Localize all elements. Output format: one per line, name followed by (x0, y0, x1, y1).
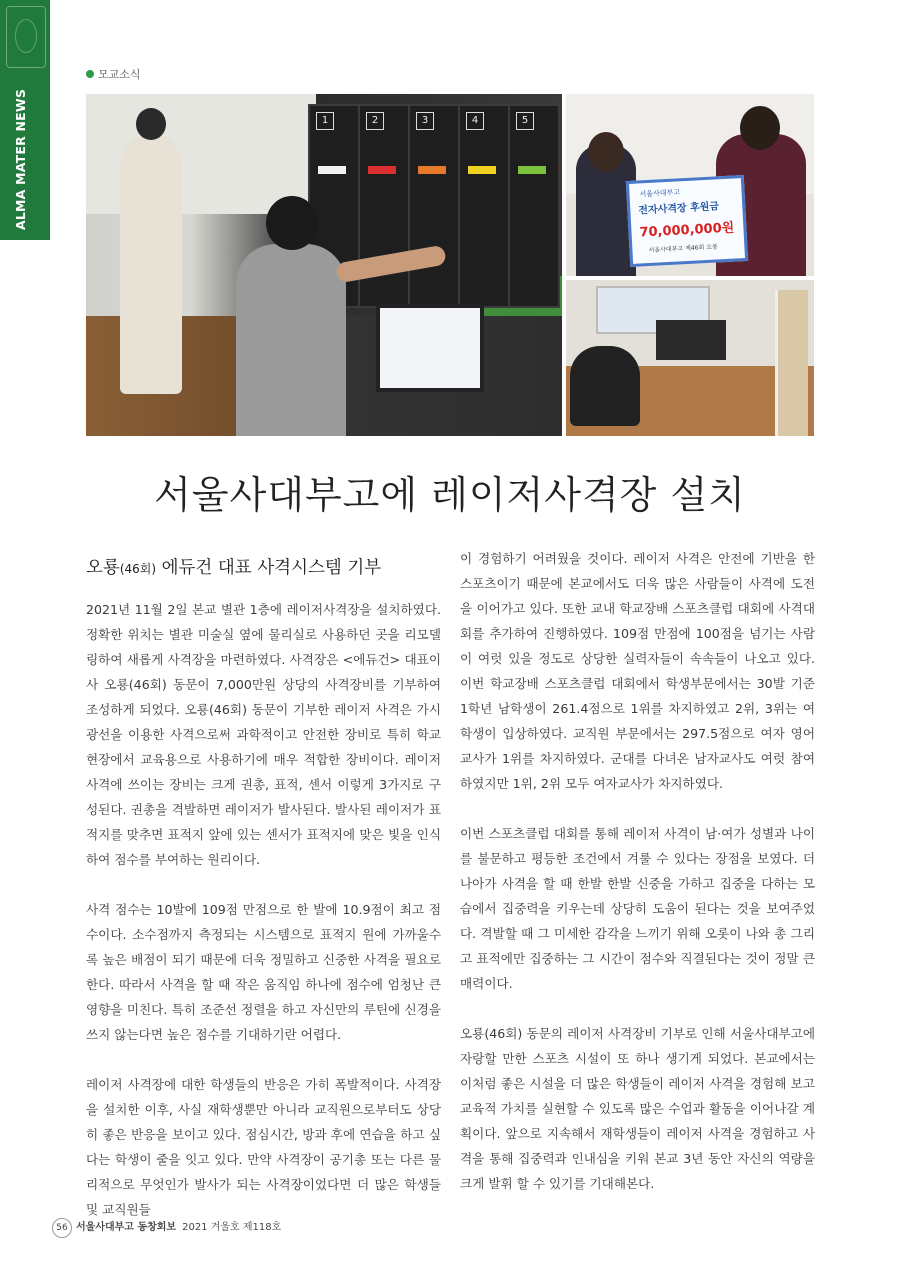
bullet-icon (86, 70, 94, 78)
paragraph: 이 경험하기 어려웠을 것이다. 레이저 사격은 안전에 기반을 한 스포츠이기 때문에 본교에서도 더욱 많은 사람들이 사격에 도전을 이어가고 있다. 또한 교내 학교장배 스포츠클럽 대회에 사격대회를 추가하여 진행하였다. 109점 만점에 100점을 넘기는 사람이 여럿 있을 정도로 상당한 실력자들이 속속들이 나오고 있다. 이번 학교장배 스포츠클럽 대회에서 학생부문에서는 30발 기준 1학년 남학생이 261.4점으로 1위를 차지하였고 2위, 3위는 여학생이 입상하였다. 교직원 부문에서는 297.5점으로 여자 영어교사가 1위를 차지하였다. 군대를 다녀온 남자교사도 여럿 참여하였지만 1위, 2위 모두 여자교사가 차지하였다. (460, 551, 815, 791)
shooting-range-photo (86, 94, 562, 436)
paragraph: 이번 스포츠클럽 대회를 통해 레이저 사격이 남·여가 성별과 나이를 불문하고 평등한 조건에서 겨룰 수 있다는 장점을 보였다. 더 나아가 사격을 할 때 한발 한발 신중을 가하고 집중을 다하는 모습에서 집중력을 키우는데 상당히 도움이 된다는 것을 보여주었다. 격발할 때 그 미세한 감각을 느끼기 위해 오롯이 나와 총 그리고 표적에만 집중하는 그 시간이 점수와 직결된다는 것이 정말 큰 매력이다. (460, 826, 815, 991)
paragraph: 레이저 사격장에 대한 학생들의 반응은 가히 폭발적이다. 사격장을 설치한 이후, 사실 재학생뿐만 아니라 교직원으로부터도 상당히 좋은 반응을 보이고 있다. 점심시간, 방과 후에 연습을 하고 싶다는 학생이 줄을 잇고 있다. 만약 사격장이 공기총 또는 다른 물리적으로 무엇인가 발사가 되는 사격장이었다면 더 많은 학생들 및 교직원들 (86, 1077, 441, 1217)
booth-number: 1 (316, 112, 334, 130)
booth-number: 3 (416, 112, 434, 130)
page-footer (52, 1218, 281, 1238)
donation-board: 서울사대부고 전자사격장 후원금 70,000,000원 서울사대부고 제46회 오롱 (626, 175, 748, 267)
booth-number: 4 (466, 112, 484, 130)
booth-number: 5 (516, 112, 534, 130)
article-subhead: 오룡(46회) 에듀건 대표 사격시스템 기부 (86, 558, 382, 578)
paragraph: 2021년 11월 2일 본교 별관 1층에 레이저사격장을 설치하였다. 정확한 위치는 별관 미술실 옆에 물리실로 사용하던 곳을 리모델링하여 새롭게 사격장을 마련하였다. 사격장은 <에듀건> 대표이사 오룡(46회) 동문이 7,000만원 상당의 사격장비를 기부하여 조성하게 되었다. 오룡(46회) 동문이 기부한 레이저 사격은 가시광선을 이용한 사격으로써 과학적이고 안전한 장비로 특히 학교현장에서 교육용으로 사용하기에 매우 적합한 장비이다. 레이저 사격에 쓰이는 장비는 크게 권총, 표적, 센서 이렇게 3가지로 구성된다. 권총을 격발하면 레이저가 발사된다. 발사된 레이저가 표적지를 맞추면 표적지 앞에 있는 센서가 표적지에 맞은 빛을 인식하여 점수를 부여하는 원리이다. (86, 602, 441, 867)
paragraph: 오룡(46회) 동문의 레이저 사격장비 기부로 인해 서울사대부고에 자랑할 만한 스포츠 시설이 또 하나 생기게 되었다. 본교에서는 이처럼 좋은 시설을 더 많은 학생들이 레이저 사격을 경험해 보고 교육적 가치를 실현할 수 있도록 많은 수업과 활동을 이어나갈 계획이다. 앞으로 지속해서 재학생들이 레이저 사격을 경험하고 사격을 통해 집중력과 인내심을 키워 본교 3년 동안 자신의 역량을 크게 발휘 할 수 있기를 기대해본다. (460, 1026, 815, 1191)
footer-brand: 서울사대부고 동창회보 (76, 1222, 177, 1233)
paragraph: 사격 점수는 10발에 109점 만점으로 한 발에 10.9점이 최고 점수이다. 소수점까지 측정되는 시스템으로 표적지 원에 가까울수록 높은 배점이 되기 때문에 더욱 정밀하고 신중한 사격을 필요로 한다. 따라서 사격을 할 때 작은 움직임 하나에 점수에 엄청난 큰 영향을 미친다. 특히 조준선 정렬을 하고 자신만의 루틴에 신경을 쓰지 않는다면 높은 점수를 기대하기란 어렵다. (86, 902, 441, 1042)
article-column-right (460, 546, 815, 1221)
footer-issue: 2021 겨울호 제118호 (182, 1222, 282, 1233)
booth-number: 2 (366, 112, 384, 130)
side-tab (0, 0, 50, 240)
page-number: 56 (52, 1218, 72, 1238)
article-headline: 서울사대부고에 레이저사격장 설치 (154, 473, 746, 517)
range-room-photo (566, 280, 814, 436)
section-tag (86, 66, 141, 82)
article-column-left (86, 597, 441, 1247)
section-label: 모교소식 (98, 68, 141, 81)
sidebar-label: ALMA MATER NEWS (13, 88, 28, 230)
school-crest-icon (6, 6, 46, 68)
donation-photo (566, 94, 814, 276)
